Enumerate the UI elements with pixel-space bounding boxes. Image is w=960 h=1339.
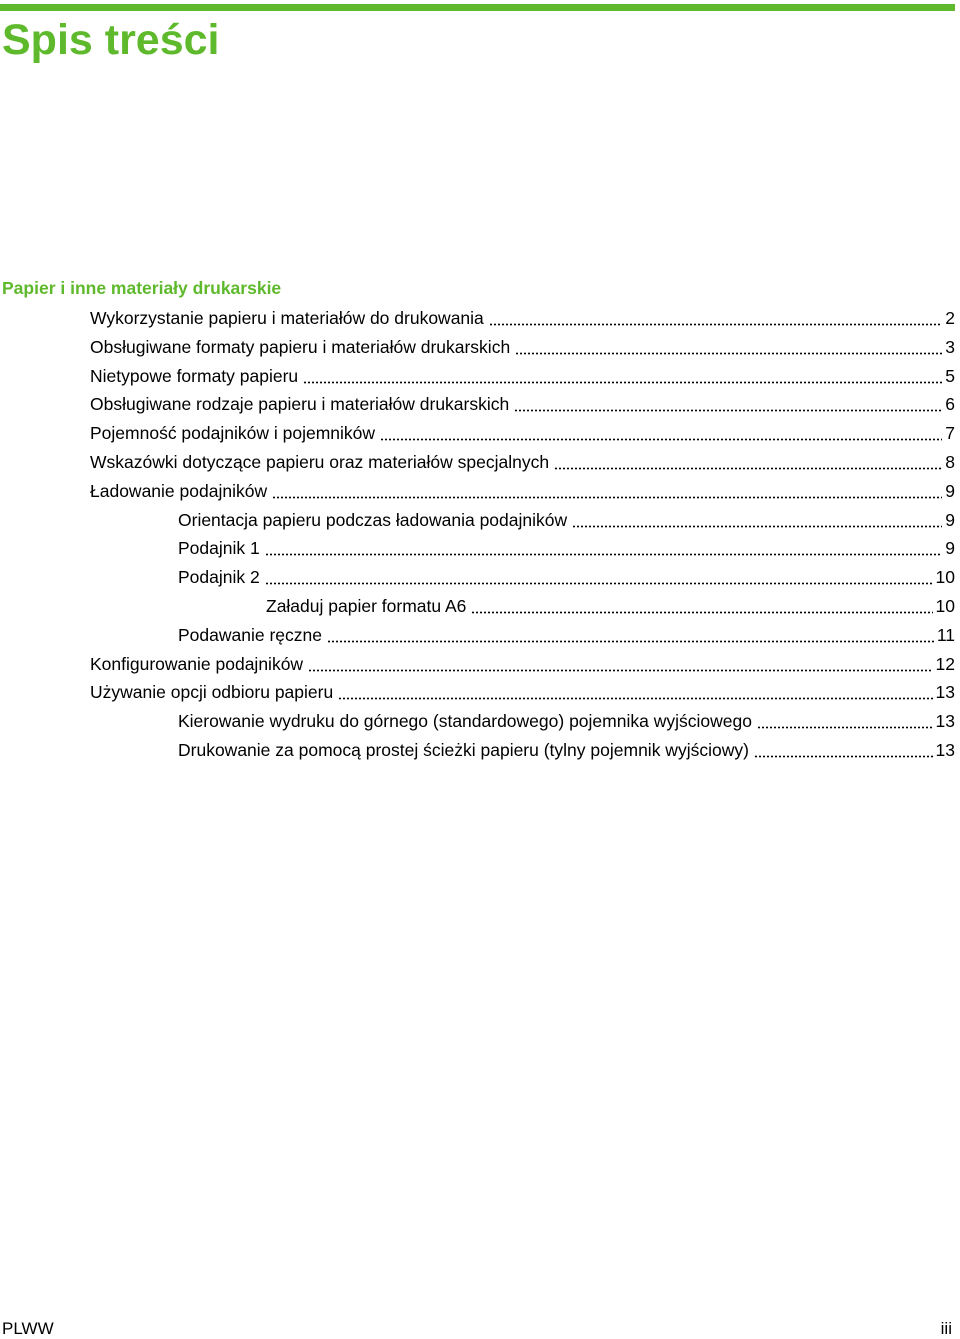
- footer-doc-code: PLWW: [2, 1319, 54, 1338]
- toc-entry[interactable]: [0, 477, 955, 506]
- toc-entry-title: Obsługiwane formaty papieru i materiałów drukarskich: [90, 336, 511, 357]
- toc-entry[interactable]: [0, 419, 955, 448]
- toc-entry-page: 5: [945, 365, 955, 386]
- toc-entry-page: 10: [935, 595, 955, 616]
- toc-entry-page: 6: [945, 394, 955, 415]
- toc-entry-page: 9: [945, 538, 955, 559]
- toc-entry-title: Załaduj papier formatu A6: [266, 595, 467, 616]
- toc-entry-page: 13: [935, 682, 955, 703]
- toc-dot-leader: [265, 568, 933, 586]
- toc-dot-leader: [554, 452, 942, 470]
- footer-page-number: iii: [940, 1319, 952, 1338]
- toc-entry-page: 9: [945, 509, 955, 530]
- toc-dot-leader: [515, 337, 942, 355]
- toc-dot-leader: [338, 683, 932, 701]
- toc-entry[interactable]: [0, 362, 955, 391]
- toc-entry-title: Kierowanie wydruku do górnego (standardowego) pojemnika wyjściowego: [178, 711, 752, 732]
- toc-entry-page: 7: [945, 423, 955, 444]
- toc-dot-leader: [265, 539, 943, 557]
- toc-dot-leader: [327, 625, 934, 643]
- toc-entry-title: Orientacja papieru podczas ładowania podajników: [178, 509, 568, 530]
- toc-entry-title: Używanie opcji odbioru papieru: [90, 682, 334, 703]
- toc-dot-leader: [272, 481, 942, 499]
- toc-dot-leader: [572, 510, 942, 528]
- top-rule: [0, 4, 955, 11]
- toc-entry-page: 9: [945, 480, 955, 501]
- toc-entry-title: Ładowanie podajników: [90, 480, 268, 501]
- toc-entry[interactable]: [0, 390, 955, 419]
- toc-entry-title: Pojemność podajników i pojemników: [90, 423, 376, 444]
- toc-entry-page: 13: [935, 739, 955, 760]
- toc-entry-title: Konfigurowanie podajników: [90, 653, 304, 674]
- toc-entry-title: Nietypowe formaty papieru: [90, 365, 299, 386]
- toc-dot-leader: [757, 712, 933, 730]
- toc-entry-title: Podajnik 2: [178, 567, 260, 588]
- toc-dot-leader: [303, 366, 942, 384]
- toc-entry[interactable]: [0, 707, 955, 736]
- toc-dot-leader: [308, 654, 932, 672]
- toc-dot-leader: [754, 740, 933, 758]
- toc-dot-leader: [471, 596, 932, 614]
- page-title: Spis treści: [2, 16, 220, 64]
- toc-entry-page: 10: [935, 567, 955, 588]
- toc-dot-leader: [514, 395, 942, 413]
- toc-dot-leader: [380, 424, 942, 442]
- toc-entry[interactable]: [0, 304, 955, 333]
- toc-entry[interactable]: [0, 678, 955, 707]
- toc-entry-page: 11: [936, 624, 955, 645]
- toc-entry-title: Wykorzystanie papieru i materiałów do drukowania: [90, 308, 484, 328]
- toc-entry-page: 13: [935, 711, 955, 732]
- toc-entry[interactable]: [0, 448, 955, 477]
- toc-entry-page: 2: [945, 308, 955, 328]
- toc-entry[interactable]: [0, 592, 955, 621]
- toc-entry-title: Obsługiwane rodzaje papieru i materiałów drukarskich: [90, 394, 510, 415]
- section-heading[interactable]: Papier i inne materiały drukarskie: [2, 278, 282, 298]
- toc-entry[interactable]: [0, 534, 955, 563]
- toc-entry[interactable]: [0, 333, 955, 362]
- toc-entry-title: Drukowanie za pomocą prostej ścieżki papieru (tylny pojemnik wyjściowy): [178, 739, 749, 760]
- toc-dot-leader: [489, 309, 942, 327]
- toc-entry[interactable]: [0, 506, 955, 535]
- toc-entry[interactable]: [0, 736, 955, 765]
- toc-entry[interactable]: [0, 621, 955, 650]
- toc-entry-title: Podawanie ręczne: [178, 624, 322, 645]
- toc-entry[interactable]: [0, 650, 955, 679]
- toc-entry-page: 8: [945, 451, 955, 472]
- toc-entry-page: 3: [945, 336, 955, 357]
- toc-entry-title: Wskazówki dotyczące papieru oraz materiałów specjalnych: [90, 451, 550, 472]
- table-of-contents: [0, 304, 955, 765]
- toc-entry-title: Podajnik 1: [178, 538, 260, 559]
- toc-entry[interactable]: [0, 563, 955, 592]
- toc-entry-page: 12: [935, 653, 955, 674]
